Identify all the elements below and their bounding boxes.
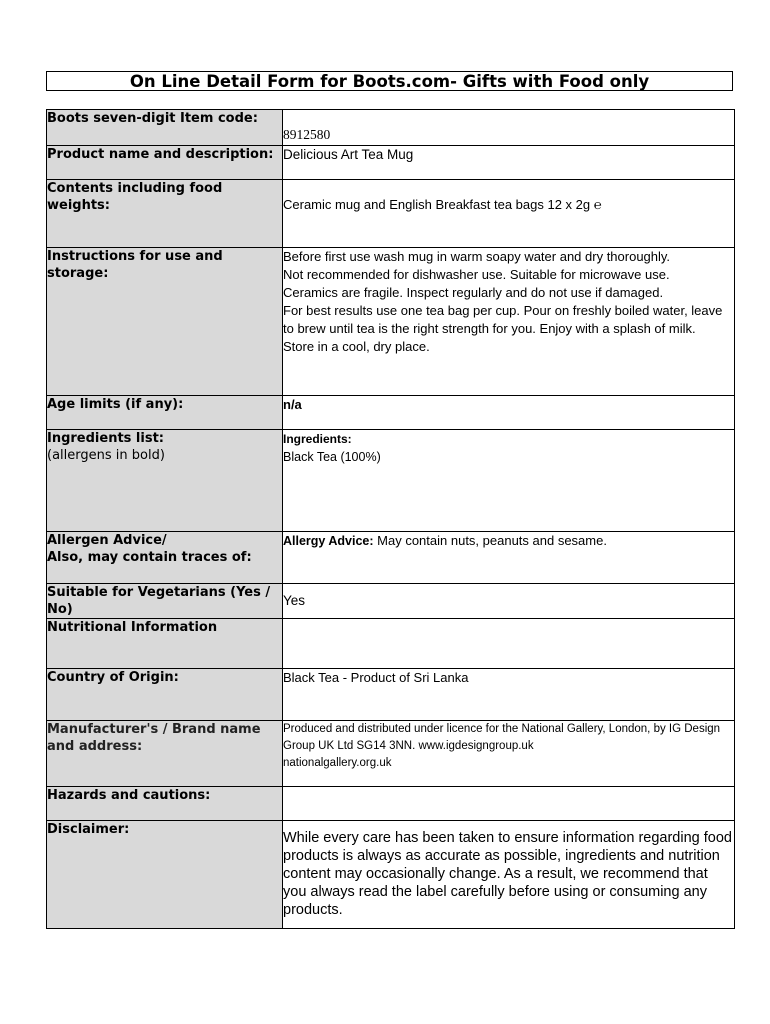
row-vegetarian: [47, 584, 735, 619]
vegetarian-label: Suitable for Vegetarians (Yes / No): [47, 585, 271, 617]
ingredients-label: Ingredients list:: [47, 431, 164, 446]
contents-label: Contents including food weights:: [47, 181, 223, 213]
product-name-label: Product name and description:: [47, 147, 274, 162]
origin-label: Country of Origin:: [47, 670, 179, 685]
form-title: On Line Detail Form for Boots.com- Gifts with Food only: [46, 71, 733, 91]
allergen-label-2: Also, may contain traces of:: [47, 550, 252, 565]
disclaimer-value: While every care has been taken to ensure information regarding food products is always as accurate as possible, ingredients and nutrition content may occasionally change. As a result, we recommend that you always read the label carefully before using or consuming any products.: [283, 830, 732, 918]
manufacturer-label: Manufacturer's / Brand name and address:: [47, 722, 261, 754]
manufacturer-value: Produced and distributed under licence for the National Gallery, London, by IG Design Group UK Ltd SG14 3NN. www.igdesigngroup.uk nationalgallery.org.uk: [283, 723, 721, 769]
detail-form-table: [46, 109, 735, 929]
ingredients-heading: Ingredients:: [283, 432, 352, 446]
row-allergen: [47, 532, 735, 584]
hazards-label: Hazards and cautions:: [47, 788, 211, 803]
age-limits-label: Age limits (if any):: [47, 397, 184, 412]
row-item-code: [47, 110, 735, 146]
row-disclaimer: [47, 821, 735, 929]
origin-value: Black Tea - Product of Sri Lanka: [283, 670, 469, 685]
disclaimer-label: Disclaimer:: [47, 822, 130, 837]
row-product-name: [47, 146, 735, 180]
product-name-value: Delicious Art Tea Mug: [283, 147, 414, 162]
instructions-value: Before first use wash mug in warm soapy water and dry thoroughly. Not recommended for dishwasher use. Suitable for microwave use. Ceramics are fragile. Inspect regularly and do not use if damaged. For best results use one tea bag per cup. Pour on freshly boiled water, leave to brew until tea is the right strength for you. Enjoy with a splash of milk. Store in a cool, dry place.: [283, 249, 723, 354]
row-instructions: [47, 248, 735, 396]
value-cell: [283, 110, 735, 146]
row-ingredients: [47, 430, 735, 532]
allergy-advice-value: May contain nuts, peanuts and sesame.: [373, 533, 607, 548]
row-origin: [47, 669, 735, 721]
contents-value: Ceramic mug and English Breakfast tea bags 12 x 2g ℮: [283, 197, 602, 212]
vegetarian-value: Yes: [283, 593, 306, 608]
label-cell: [47, 110, 283, 146]
ingredients-sublabel: (allergens in bold): [47, 448, 165, 463]
row-hazards: [47, 787, 735, 821]
item-code-label: Boots seven-digit Item code:: [47, 111, 258, 126]
nutrition-label: Nutritional Information: [47, 620, 218, 635]
row-nutrition: [47, 619, 735, 669]
ingredients-value: Black Tea (100%): [283, 450, 381, 464]
row-manufacturer: [47, 721, 735, 787]
row-age-limits: [47, 396, 735, 430]
instructions-label: Instructions for use and storage:: [47, 249, 223, 281]
allergy-advice-heading: Allergy Advice:: [283, 534, 374, 548]
allergen-label: Allergen Advice/: [47, 533, 167, 548]
row-contents: [47, 180, 735, 248]
age-limits-value: n/a: [283, 397, 302, 412]
item-code-value: 8912580: [283, 127, 331, 142]
